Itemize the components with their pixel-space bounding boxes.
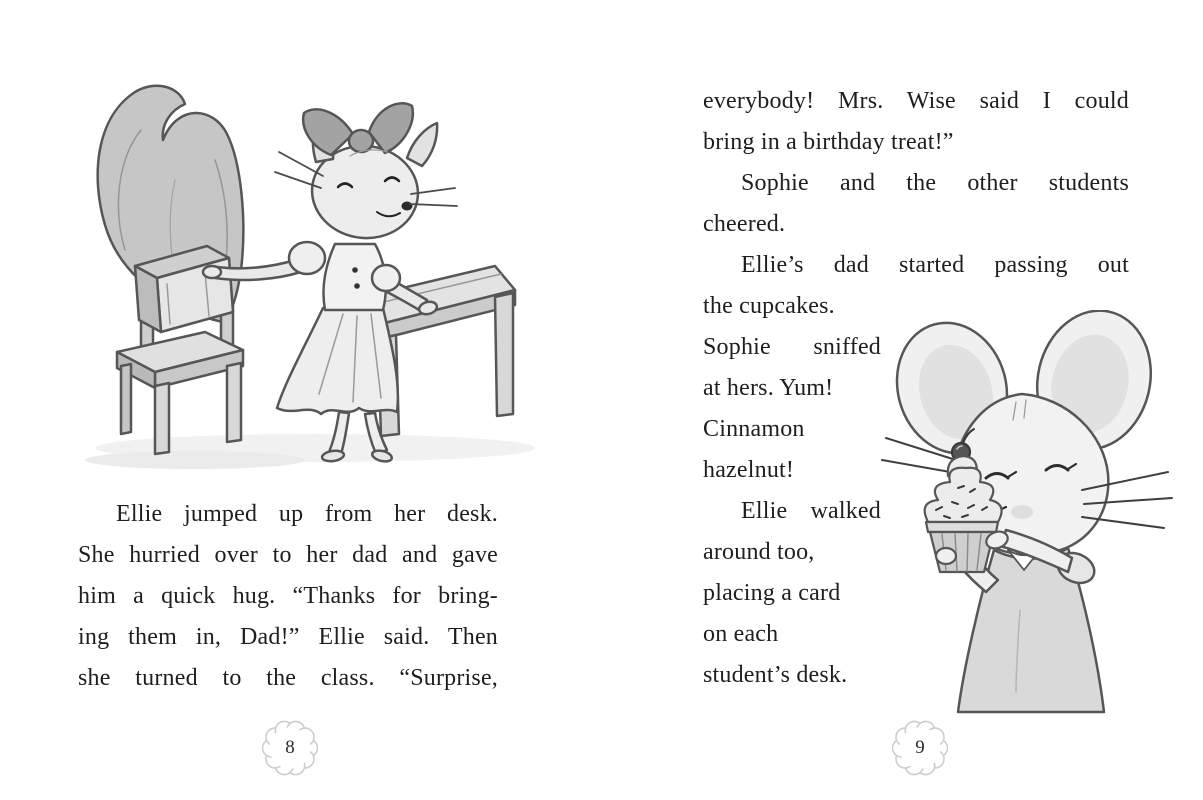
right-illustration [870,310,1180,715]
page-number: 9 [915,737,925,758]
page-number-badge-left [262,720,318,776]
story-text-line: Sophie and the other students [741,170,1129,196]
story-text-line: everybody! Mrs. Wise said I could [703,88,1129,114]
story-text-line: ing them in, Dad!” Ellie said. Then [78,624,498,650]
story-text-line: the cupcakes. [703,293,835,319]
story-text-line: she turned to the class. “Surprise, [78,665,498,691]
cup-rim [926,522,998,532]
story-text-line: Ellie’s dad started passing out [741,252,1129,278]
story-text-line: Sophie sniffed [703,334,881,360]
page-number-badge-right [892,720,948,776]
story-text-line: bring in a birthday treat!” [703,129,954,155]
page-number: 8 [285,737,295,758]
hair-bow [303,103,413,155]
story-text-line: She hurried over to her dad and gave [78,542,498,568]
story-text-line: Ellie walked [741,498,881,524]
hand-on-chair [203,266,221,278]
story-text-line: Cinnamon [703,416,805,442]
story-text-line: on each [703,621,779,647]
story-text-line: Ellie jumped up from her desk. [116,501,498,527]
story-text-line: at hers. Yum! [703,375,834,401]
story-text-line: around too, [703,539,815,565]
story-text-line: him a quick hug. “Thanks for bring- [78,583,498,609]
story-text-line: placing a card [703,580,841,606]
squirrel-nose [402,202,413,211]
story-text-line: student’s desk. [703,662,848,688]
story-text-line: hazelnut! [703,457,795,483]
left-illustration [55,60,555,470]
story-text-line: cheered. [703,211,786,237]
